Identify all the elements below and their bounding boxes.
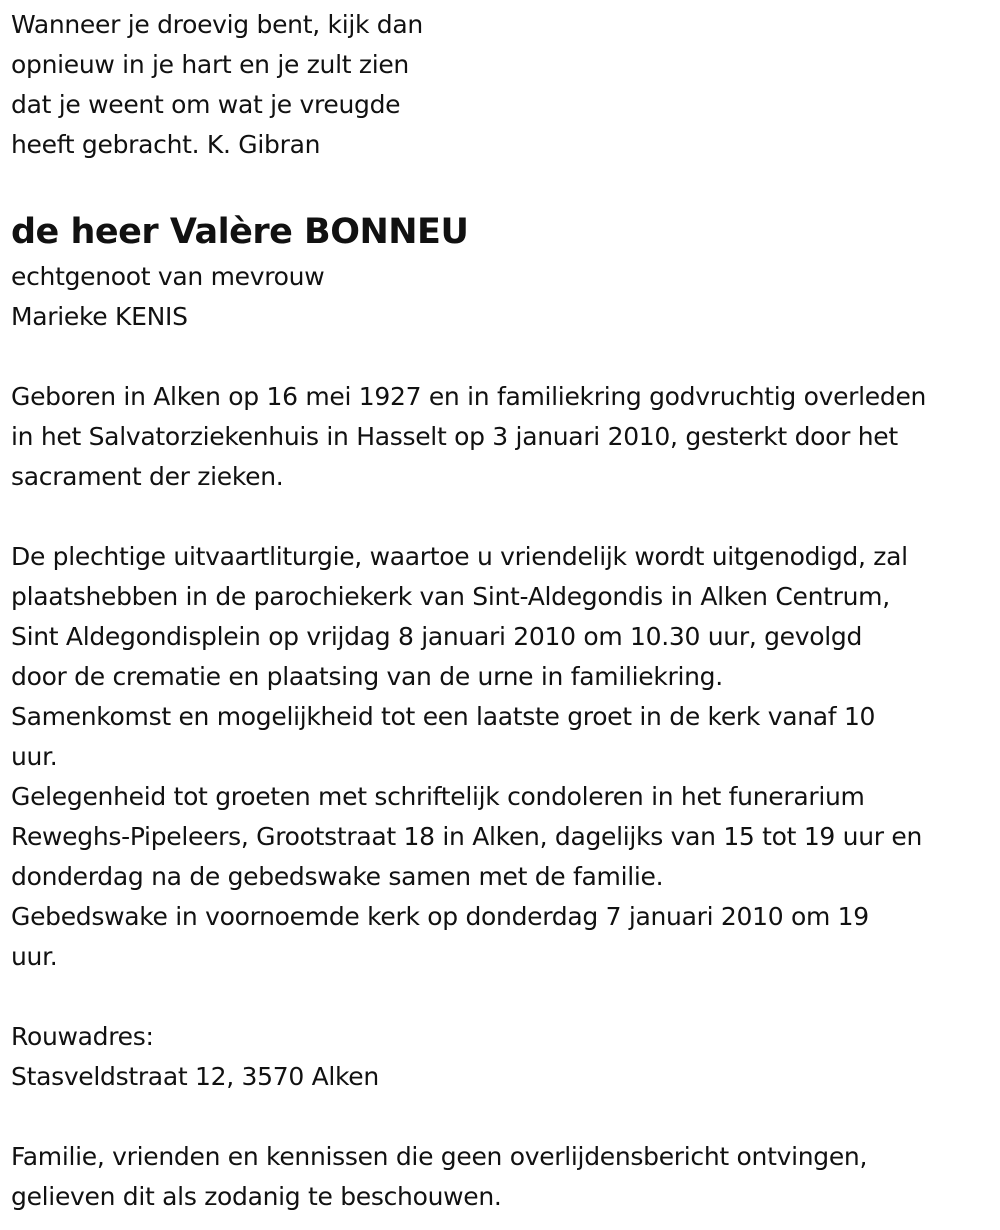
spouse-info: [11, 257, 996, 337]
quote-line: Wanneer je droevig bent, kijk dan: [11, 10, 423, 39]
paragraph-line: Samenkomst en mogelijkheid tot een laatste groet in de kerk vanaf 10: [11, 702, 876, 731]
paragraph-line: Reweghs-Pipeleers, Grootstraat 18 in Alken, dagelijks van 15 tot 19 uur en: [11, 822, 923, 851]
spacer: [11, 1097, 996, 1137]
spouse-line: echtgenoot van mevrouw: [11, 262, 325, 291]
spacer: [11, 977, 996, 1017]
deceased-name: de heer Valère BONNEU: [11, 212, 469, 252]
obituary-notice: [11, 5, 996, 1217]
paragraph-line: gelieven dit als zodanig te beschouwen.: [11, 1182, 502, 1211]
paragraph-line: Geboren in Alken op 16 mei 1927 en in familiekring godvruchtig overleden: [11, 382, 927, 411]
paragraph-line: uur.: [11, 942, 58, 971]
gibran-quote: [11, 5, 996, 165]
paragraph-line: donderdag na de gebedswake samen met de familie.: [11, 862, 664, 891]
closing-paragraph: [11, 1137, 996, 1217]
paragraph-line: in het Salvatorziekenhuis in Hasselt op 3 januari 2010, gesterkt door het: [11, 422, 898, 451]
quote-line: heeft gebracht. K. Gibran: [11, 130, 321, 159]
funeral-paragraph: [11, 537, 996, 977]
address-label: Rouwadres:: [11, 1022, 154, 1051]
paragraph-line: plaatshebben in de parochiekerk van Sint-Aldegondis in Alken Centrum,: [11, 582, 890, 611]
paragraph-line: Gebedswake in voornoemde kerk op donderdag 7 januari 2010 om 19: [11, 902, 869, 931]
spacer: [11, 337, 996, 377]
paragraph-line: Gelegenheid tot groeten met schriftelijk condoleren in het funerarium: [11, 782, 865, 811]
mourning-address: [11, 1017, 996, 1097]
spouse-line: Marieke KENIS: [11, 302, 188, 331]
paragraph-line: De plechtige uitvaartliturgie, waartoe u vriendelijk wordt uitgenodigd, zal: [11, 542, 908, 571]
spacer: [11, 497, 996, 537]
quote-line: opnieuw in je hart en je zult zien: [11, 50, 409, 79]
quote-line: dat je weent om wat je vreugde: [11, 90, 401, 119]
paragraph-line: door de crematie en plaatsing van de urne in familiekring.: [11, 662, 723, 691]
paragraph-line: sacrament der zieken.: [11, 462, 284, 491]
paragraph-line: Sint Aldegondisplein op vrijdag 8 januari 2010 om 10.30 uur, gevolgd: [11, 622, 863, 651]
paragraph-line: uur.: [11, 742, 58, 771]
paragraph-line: Familie, vrienden en kennissen die geen overlijdensbericht ontvingen,: [11, 1142, 868, 1171]
birth-death-paragraph: [11, 377, 996, 497]
address-line: Stasveldstraat 12, 3570 Alken: [11, 1062, 379, 1091]
